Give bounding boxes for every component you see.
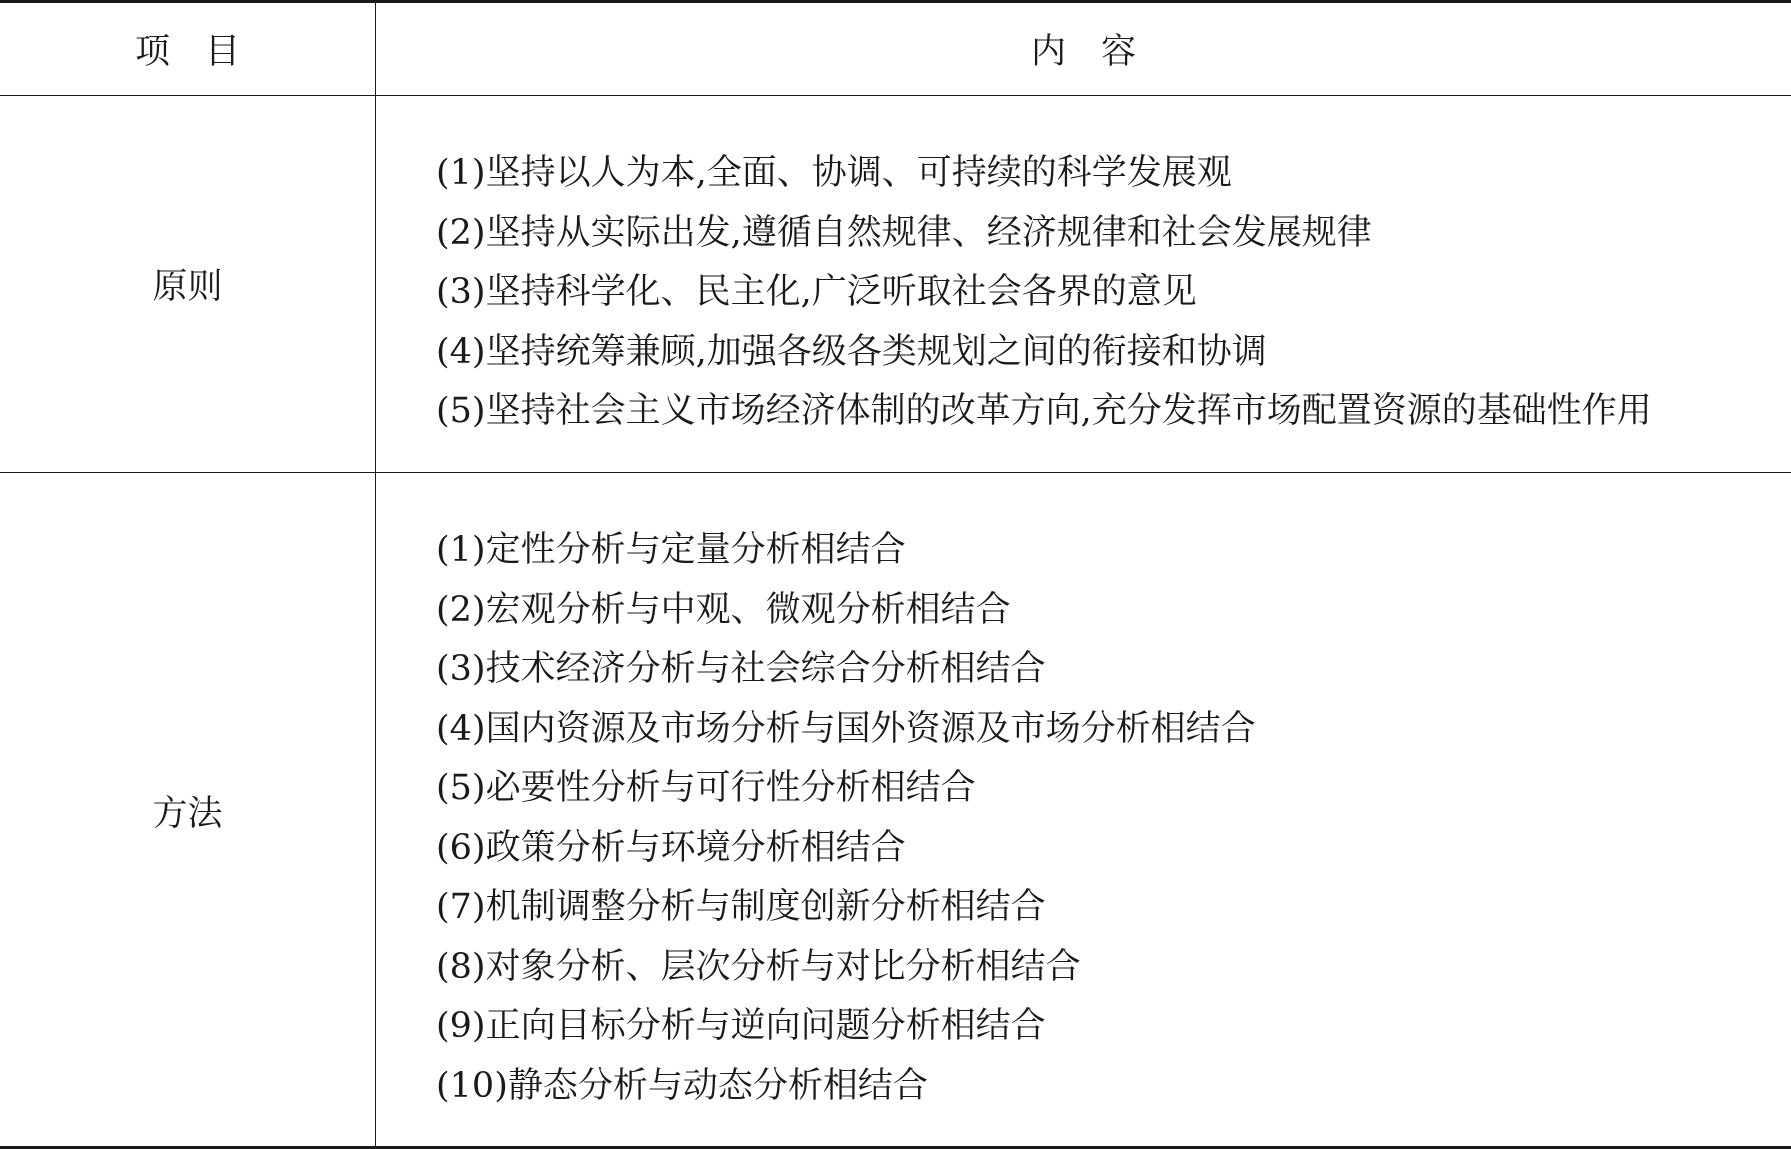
- header-content-cell: [376, 3, 1791, 95]
- list-item: (3)坚持科学化、民主化,广泛听取社会各界的意见: [436, 272, 1197, 312]
- list-item: (6)政策分析与环境分析相结合: [436, 827, 906, 868]
- list-item: (1)坚持以人为本,全面、协调、可持续的科学发展观: [436, 153, 1232, 193]
- list-item: (2)宏观分析与中观、微观分析相结合: [436, 589, 1011, 630]
- principles-label: 原则: [152, 267, 223, 307]
- methods-content-cell: [376, 473, 1791, 1149]
- list-item: (5)坚持社会主义市场经济体制的改革方向,充分发挥市场配置资源的基础性作用: [436, 391, 1652, 431]
- list-item: (5)必要性分析与可行性分析相结合: [436, 768, 976, 808]
- principles-content-cell: [376, 96, 1791, 472]
- methods-label: 方法: [152, 794, 223, 834]
- list-item: (3)技术经济分析与社会综合分析相结合: [436, 649, 1046, 689]
- list-item: (9)正向目标分析与逆向问题分析相结合: [436, 1006, 1046, 1046]
- principles-list: [376, 96, 1791, 442]
- header-item-cell: [0, 3, 376, 95]
- list-item: (8)对象分析、层次分析与对比分析相结合: [436, 946, 1081, 987]
- list-item: (4)国内资源及市场分析与国外资源及市场分析相结合: [436, 708, 1256, 749]
- list-item: (7)机制调整分析与制度创新分析相结合: [436, 887, 1046, 927]
- table-header-row: [0, 3, 1791, 96]
- methods-list: [376, 473, 1791, 1116]
- list-item: (10)静态分析与动态分析相结合: [436, 1065, 928, 1106]
- principles-label-cell: [0, 96, 376, 472]
- header-content-label: 内 容: [1030, 32, 1136, 72]
- list-item: (1)定性分析与定量分析相结合: [436, 530, 906, 570]
- list-item: (2)坚持从实际出发,遵循自然规律、经济规律和社会发展规律: [436, 212, 1372, 253]
- list-item: (4)坚持统筹兼顾,加强各级各类规划之间的衔接和协调: [436, 331, 1267, 372]
- header-item-label: 项 目: [134, 32, 240, 72]
- methods-label-cell: [0, 473, 376, 1149]
- table-row-principles: [0, 96, 1791, 473]
- table-row-methods: [0, 473, 1791, 1149]
